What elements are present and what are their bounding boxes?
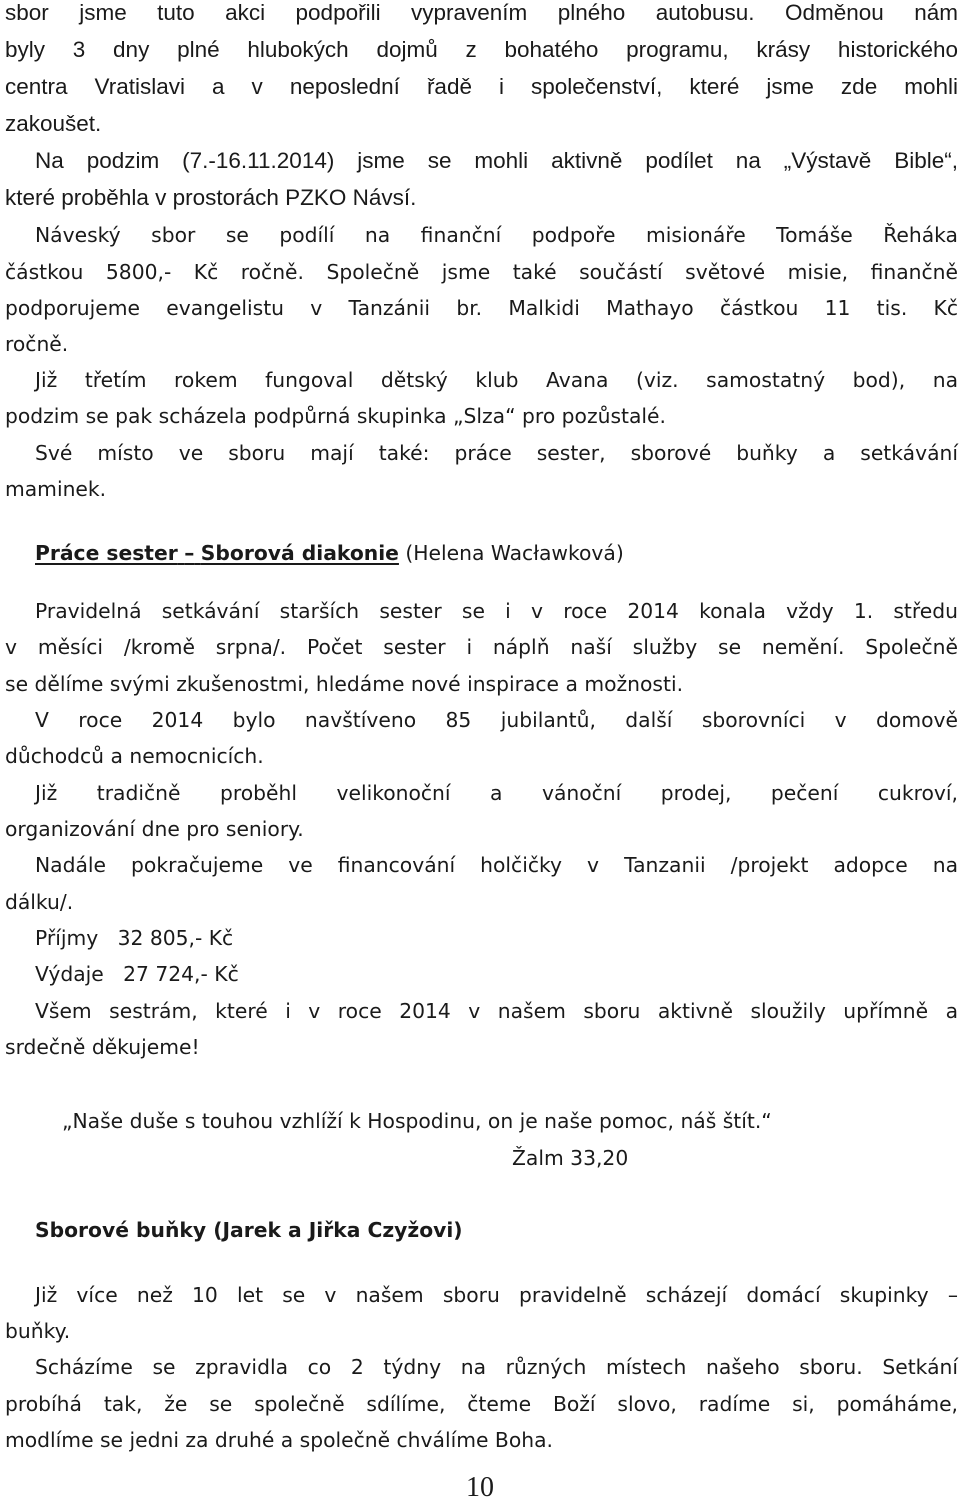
heading-dash: – bbox=[184, 541, 195, 565]
heading-title: Práce sester bbox=[35, 541, 178, 565]
intro-line: podzim se pak scházela podpůrná skupinka „Slza“ pro pozůstalé. bbox=[5, 404, 666, 428]
intro-line: sbor jsme tuto akci podpořili vypravením plného autobusu. Odměnou nám bbox=[5, 0, 958, 25]
sisters-line: v měsíci /kromě srpna/. Počet sester i náplň naší služby se nemění. Společně bbox=[5, 635, 958, 659]
sisters-line: srdečně děkujeme! bbox=[5, 1035, 200, 1059]
sisters-line: V roce 2014 bylo navštíveno 85 jubilantů, další sborovníci v domově bbox=[35, 708, 958, 732]
cells-line: modlíme se jedni za druhé a společně chválíme Boha. bbox=[5, 1428, 553, 1452]
intro-line: ročně. bbox=[5, 332, 69, 356]
intro-line: zakoušet. bbox=[5, 111, 102, 136]
heading-subtitle: Sborová diakonie bbox=[200, 541, 399, 565]
intro-line: podporujeme evangelistu v Tanzánii br. Malkidi Mathayo částkou 11 tis. Kč bbox=[5, 296, 958, 320]
quote-source: Žalm 33,20 bbox=[512, 1146, 629, 1170]
sisters-line: Již tradičně proběhl velikonoční a vánoční prodej, pečení cukroví, bbox=[35, 781, 958, 805]
intro-line: byly 3 dny plné hlubokých dojmů z bohatého programu, krásy historického bbox=[5, 37, 958, 62]
sisters-line: Pravidelná setkávání starších sester se i v roce 2014 konala vždy 1. středu bbox=[35, 599, 958, 623]
page-number: 10 bbox=[466, 1472, 494, 1503]
intro-line: Náveský sbor se podílí na finanční podpoře misionáře Tomáše Řeháka bbox=[35, 223, 958, 247]
intro-line: maminek. bbox=[5, 477, 107, 501]
heading-person: (Helena Wacławková) bbox=[405, 541, 624, 565]
intro-line: které proběhla v prostorách PZKO Návsí. bbox=[5, 185, 417, 210]
sisters-line: dálku/. bbox=[5, 890, 74, 914]
intro-line: centra Vratislavi a v neposlední řadě i společenství, které jsme zde mohli bbox=[5, 74, 958, 99]
cells-line: probíhá tak, že se společně sdílíme, čteme Boží slovo, radíme si, pomáháme, bbox=[5, 1392, 958, 1416]
intro-line: Již třetím rokem fungoval dětský klub Avana (viz. samostatný bod), na bbox=[35, 368, 958, 392]
cells-line: Již více než 10 let se v našem sboru pravidelně scházejí domácí skupinky – bbox=[35, 1283, 958, 1307]
section-heading-cells: Sborové buňky (Jarek a Jiřka Czyžovi) bbox=[35, 1218, 463, 1242]
section-heading-sisters bbox=[35, 543, 958, 563]
cells-line: Scházíme se zpravidla co 2 týdny na různých místech našeho sboru. Setkání bbox=[35, 1355, 958, 1379]
intro-line: částkou 5800,- Kč ročně. Společně jsme také součástí světové misie, finančně bbox=[5, 260, 958, 284]
sisters-line: Nadále pokračujeme ve financování holčičky v Tanzanii /projekt adopce na bbox=[35, 853, 958, 877]
income-line: Příjmy 32 805,- Kč bbox=[35, 926, 234, 950]
sisters-line: se dělíme svými zkušenostmi, hledáme nové inspirace a možnosti. bbox=[5, 672, 684, 696]
intro-line: Na podzim (7.-16.11.2014) jsme se mohli aktivně podílet na „Výstavě Bible“, bbox=[35, 148, 958, 173]
sisters-line: důchodců a nemocnicích. bbox=[5, 744, 264, 768]
sisters-line: Všem sestrám, které i v roce 2014 v našem sboru aktivně sloužily upřímně a bbox=[35, 999, 958, 1023]
expenses-line: Výdaje 27 724,- Kč bbox=[35, 962, 239, 986]
intro-line: Své místo ve sboru mají také: práce sester, sborové buňky a setkávání bbox=[35, 441, 958, 465]
sisters-line: organizování dne pro seniory. bbox=[5, 817, 304, 841]
cells-line: buňky. bbox=[5, 1319, 71, 1343]
bible-quote: „Naše duše s touhou vzhlíží k Hospodinu, on je naše pomoc, náš štít.“ bbox=[62, 1109, 772, 1133]
